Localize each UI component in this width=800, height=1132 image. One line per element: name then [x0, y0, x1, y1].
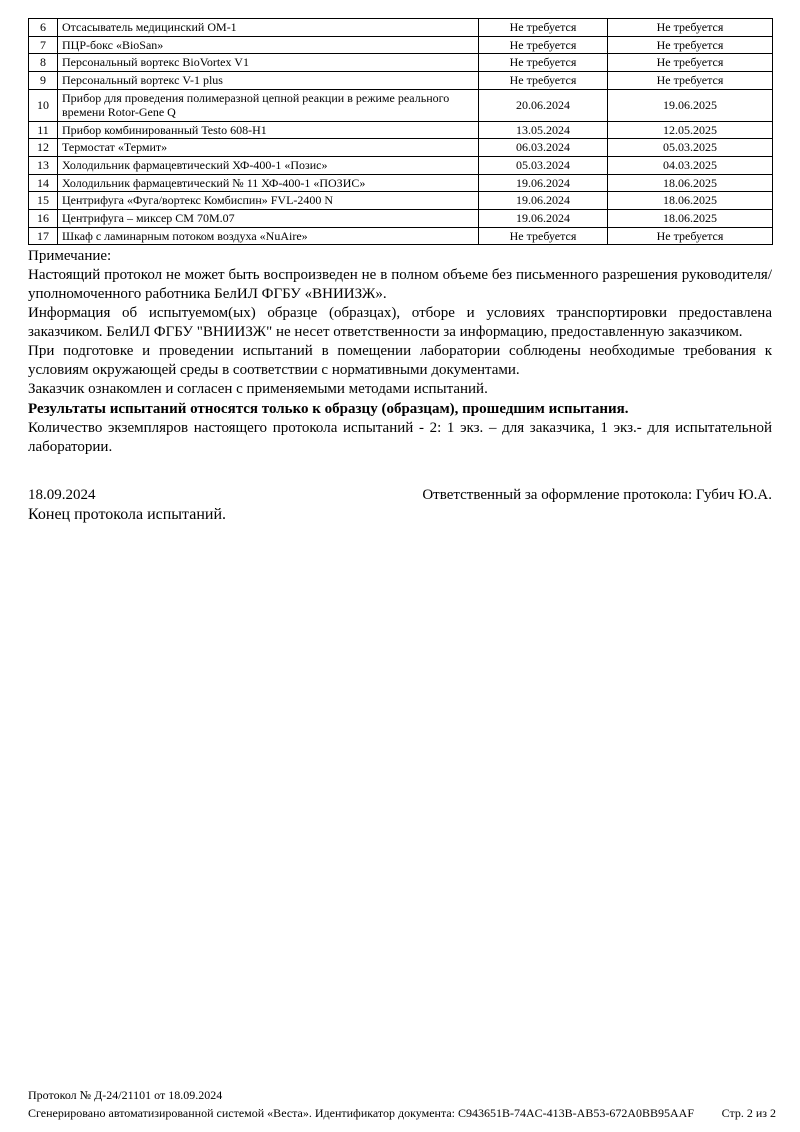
- valid-until-date: 12.05.2025: [608, 121, 773, 139]
- responsible-person: Ответственный за оформление протокола: Губич Ю.А.: [422, 486, 772, 503]
- table-row: [29, 209, 773, 227]
- valid-until-date: Не требуется: [608, 36, 773, 54]
- table-row: [29, 54, 773, 72]
- table-row: [29, 174, 773, 192]
- valid-until-date: 18.06.2025: [608, 209, 773, 227]
- document-content: [28, 18, 772, 524]
- valid-until-date: Не требуется: [608, 71, 773, 89]
- footer-generated-note: Сгенерировано автоматизированной системой «Веста». Идентификатор документа: C943651B-74AC-413B-AB53-672A0BB95AAF: [28, 1105, 695, 1120]
- valid-until-date: 05.03.2025: [608, 139, 773, 157]
- row-number: 17: [29, 227, 58, 245]
- equipment-name: Прибор для проведения полимеразной цепной реакции в режиме реального времени Rotor-Gene Q: [58, 89, 479, 121]
- row-number: 11: [29, 121, 58, 139]
- valid-until-date: Не требуется: [608, 54, 773, 72]
- footer-protocol-number: Протокол № Д-24/21101 от 18.09.2024: [28, 1088, 223, 1103]
- note-paragraph: Заказчик ознакомлен и согласен с применяемыми методами испытаний.: [28, 381, 488, 398]
- end-of-protocol-text: Конец протокола испытаний.: [28, 505, 227, 523]
- valid-until-date: Не требуется: [608, 227, 773, 245]
- row-number: 6: [29, 19, 58, 37]
- calibration-date: Не требуется: [479, 36, 608, 54]
- table-row: [29, 121, 773, 139]
- calibration-date: 19.06.2024: [479, 192, 608, 210]
- row-number: 12: [29, 139, 58, 157]
- note-paragraph-bold: Результаты испытаний относятся только к образцу (образцам), прошедшим испытания.: [28, 400, 629, 417]
- notes-title: Примечание:: [28, 248, 112, 265]
- row-number: 9: [29, 71, 58, 89]
- row-number: 10: [29, 89, 58, 121]
- equipment-name: Персональный вортекс BioVortex V1: [58, 54, 479, 72]
- note-paragraph: Информация об испытуемом(ых) образце (образцах), отборе и условиях транспортировки предоставлена заказчиком. БелИЛ ФГБУ "ВНИИЗЖ" не несет ответственности за информацию, предоставленную заказчиком.: [28, 305, 772, 341]
- equipment-table: [28, 18, 773, 245]
- table-row: [29, 192, 773, 210]
- table-row: [29, 19, 773, 37]
- page-footer: [28, 1087, 776, 1122]
- calibration-date: Не требуется: [479, 19, 608, 37]
- calibration-date: Не требуется: [479, 227, 608, 245]
- calibration-date: 19.06.2024: [479, 174, 608, 192]
- table-row: [29, 36, 773, 54]
- calibration-date: Не требуется: [479, 71, 608, 89]
- footer-bottom-row: [28, 1105, 776, 1122]
- equipment-name: Персональный вортекс V-1 plus: [58, 71, 479, 89]
- equipment-table-body: [29, 19, 773, 245]
- row-number: 7: [29, 36, 58, 54]
- notes-section: [28, 247, 772, 457]
- valid-until-date: 18.06.2025: [608, 174, 773, 192]
- valid-until-date: Не требуется: [608, 19, 773, 37]
- valid-until-date: 18.06.2025: [608, 192, 773, 210]
- note-paragraph: При подготовке и проведении испытаний в помещении лаборатории соблюдены необходимые требования к условиям окружающей среды в соответствии с нормативными документами.: [28, 343, 772, 379]
- equipment-name: Холодильник фармацевтический № 11 ХФ-400-1 «ПОЗИС»: [58, 174, 479, 192]
- valid-until-date: 04.03.2025: [608, 157, 773, 175]
- note-paragraph: Количество экземпляров настоящего протокола испытаний - 2: 1 экз. – для заказчика, 1 экз.- для испытательной лаборатории.: [28, 419, 772, 455]
- calibration-date: 20.06.2024: [479, 89, 608, 121]
- equipment-name: Отсасыватель медицинский ОМ-1: [58, 19, 479, 37]
- table-row: [29, 227, 773, 245]
- equipment-name: Термостат «Термит»: [58, 139, 479, 157]
- row-number: 8: [29, 54, 58, 72]
- row-number: 13: [29, 157, 58, 175]
- table-row: [29, 157, 773, 175]
- equipment-name: Прибор комбинированный Testo 608-H1: [58, 121, 479, 139]
- signoff-row: [28, 487, 772, 504]
- calibration-date: 13.05.2024: [479, 121, 608, 139]
- equipment-name: Центрифуга «Фуга/вортекс Комбиспин» FVL-2400 N: [58, 192, 479, 210]
- row-number: 16: [29, 209, 58, 227]
- calibration-date: 19.06.2024: [479, 209, 608, 227]
- calibration-date: Не требуется: [479, 54, 608, 72]
- table-row: [29, 71, 773, 89]
- equipment-name: Центрифуга – миксер СМ 70М.07: [58, 209, 479, 227]
- footer-page-number: Стр. 2 из 2: [721, 1105, 776, 1120]
- note-paragraph: Настоящий протокол не может быть воспроизведен не в полном объеме без письменного разрешения руководителя/уполномоченного работника БелИЛ ФГБУ «ВНИИЗЖ».: [28, 267, 772, 303]
- row-number: 15: [29, 192, 58, 210]
- table-row: [29, 89, 773, 121]
- equipment-name: Холодильник фармацевтический ХФ-400-1 «Позис»: [58, 157, 479, 175]
- calibration-date: 06.03.2024: [479, 139, 608, 157]
- table-row: [29, 139, 773, 157]
- row-number: 14: [29, 174, 58, 192]
- calibration-date: 05.03.2024: [479, 157, 608, 175]
- equipment-name: Шкаф с ламинарным потоком воздуха «NuAire»: [58, 227, 479, 245]
- valid-until-date: 19.06.2025: [608, 89, 773, 121]
- equipment-name: ПЦР-бокс «BioSan»: [58, 36, 479, 54]
- protocol-date: 18.09.2024: [28, 486, 96, 503]
